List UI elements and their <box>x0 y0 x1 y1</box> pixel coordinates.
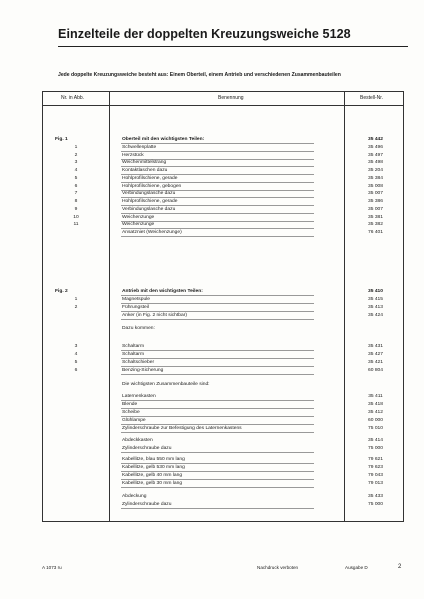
row-name: Abdeckkasten <box>122 438 153 443</box>
row-number: 11 <box>73 222 79 227</box>
row-name: Zylinderschraube zur Befestigung des Laternenkastens <box>122 426 242 431</box>
row-order-number: 35 413 <box>368 305 383 310</box>
row-name: Hohlprofilschiene, gebogen <box>122 184 182 189</box>
row-underline <box>121 319 314 320</box>
table-row <box>43 480 403 487</box>
row-order-number: 60 000 <box>368 418 383 423</box>
table-row <box>43 393 403 400</box>
row-name: Verbindungslasche dazu <box>122 207 176 212</box>
row-number: 2 <box>74 305 78 310</box>
table-row <box>43 167 403 174</box>
row-number: 8 <box>74 199 78 204</box>
row-name: Hohlprofilschiene, gerade <box>122 199 178 204</box>
row-name: Antrieb mit den wichtigsten Teilen: <box>122 289 203 294</box>
row-name: Hohlprofilschiene, gerade <box>122 176 178 181</box>
row-name: Laternenkasten <box>122 394 156 399</box>
table-row <box>43 229 403 236</box>
row-order-number: 79 621 <box>368 457 383 462</box>
table-row <box>43 367 403 374</box>
row-number: 2 <box>74 153 78 158</box>
row-underline <box>121 487 314 488</box>
row-number: Fig. 1 <box>55 137 68 142</box>
row-name: Schwellenplatte <box>122 145 157 150</box>
row-order-number: 35 421 <box>368 360 383 365</box>
row-order-number: 35 427 <box>368 352 383 357</box>
table-row <box>43 312 403 319</box>
row-order-number: 79 623 <box>368 465 383 470</box>
row-order-number: 35 414 <box>368 438 383 443</box>
table-row <box>43 152 403 159</box>
footer-edition: Ausgabe D <box>345 565 368 570</box>
parts-table <box>42 91 404 522</box>
table-row <box>43 445 403 452</box>
table-row <box>43 381 403 388</box>
row-order-number: 35 412 <box>368 410 383 415</box>
row-order-number: 35 418 <box>368 402 383 407</box>
table-row <box>43 409 403 416</box>
row-number: 4 <box>74 352 78 357</box>
row-underline <box>121 508 314 509</box>
row-order-number: 35 424 <box>368 313 383 318</box>
row-name: Schaltarm <box>122 352 145 357</box>
row-name: Scheibe <box>122 410 140 415</box>
table-row <box>43 136 403 143</box>
header-name: Benennung <box>218 95 244 101</box>
row-number: 9 <box>74 207 78 212</box>
row-name: Oberteil mit den wichtigsten Teilen: <box>122 137 205 142</box>
row-name: Weichenmittelstrang <box>122 160 167 165</box>
row-name: Weichenzunge <box>122 222 155 227</box>
row-order-number: 35 415 <box>368 297 383 302</box>
page-title: Einzelteile der doppelten Kreuzungsweiche 5128 <box>58 27 351 41</box>
table-row <box>43 493 403 500</box>
table-row <box>43 417 403 424</box>
row-order-number: 76 401 <box>368 230 383 235</box>
table-row <box>43 304 403 311</box>
row-number: 1 <box>74 145 78 150</box>
row-order-number: 35 496 <box>368 145 383 150</box>
row-number: 3 <box>74 344 78 349</box>
row-order-number: 35 410 <box>368 289 383 294</box>
table-row <box>43 190 403 197</box>
row-name: Kabellitze, gelb 530 mm lang <box>122 465 185 470</box>
row-order-number: 35 497 <box>368 153 383 158</box>
row-number: 10 <box>73 215 79 220</box>
row-underline <box>121 374 314 375</box>
table-row <box>43 425 403 432</box>
table-row <box>43 288 403 295</box>
row-number: 1 <box>74 297 78 302</box>
row-name: Kontaktlaschen dazu <box>122 168 168 173</box>
row-order-number: 35 386 <box>368 199 383 204</box>
row-order-number: 35 498 <box>368 160 383 165</box>
row-name: Schaltschieber <box>122 360 155 365</box>
row-name: Dazu kommen: <box>122 326 155 331</box>
row-number: 4 <box>74 168 78 173</box>
row-underline <box>121 452 314 453</box>
table-row <box>43 206 403 213</box>
footer-notice: Nachdruck verboten <box>257 565 299 570</box>
table-row <box>43 296 403 303</box>
row-number: 6 <box>74 368 78 373</box>
row-order-number: 35 007 <box>368 191 383 196</box>
row-name: Zylinderschraube dazu <box>122 446 172 451</box>
row-underline <box>121 236 314 237</box>
row-number: 3 <box>74 160 78 165</box>
row-order-number: 79 013 <box>368 481 383 486</box>
table-row <box>43 437 403 444</box>
row-name: Kabellitze, gelb 30 mm lang <box>122 481 183 486</box>
row-name: Kabellitze, gelb 40 mm lang <box>122 473 183 478</box>
table-row <box>43 144 403 151</box>
row-order-number: 35 384 <box>368 176 383 181</box>
row-order-number: 60 804 <box>368 368 383 373</box>
footer-code: A 1073 ru <box>42 565 62 570</box>
row-name: Abdeckung <box>122 494 147 499</box>
row-order-number: 75 000 <box>368 502 383 507</box>
row-order-number: 35 442 <box>368 137 383 142</box>
row-name: Weichenzunge <box>122 215 155 220</box>
row-underline <box>121 432 314 433</box>
row-number: 5 <box>74 176 78 181</box>
table-row <box>43 159 403 166</box>
row-name: Anker (in Fig. 2 nicht sichtbar) <box>122 313 187 318</box>
row-number: 5 <box>74 360 78 365</box>
row-name: Herzstück <box>122 153 144 158</box>
table-row <box>43 359 403 366</box>
row-order-number: 35 204 <box>368 168 383 173</box>
header-nr: Nr. in Abb. <box>61 95 85 101</box>
table-row <box>43 214 403 221</box>
row-order-number: 35 411 <box>368 394 383 399</box>
table-row <box>43 464 403 471</box>
row-name: Die wichtigsten Zusammenbauteile sind: <box>122 382 210 387</box>
table-row <box>43 351 403 358</box>
row-name: Schaltarm <box>122 344 145 349</box>
table-row <box>43 401 403 408</box>
table-row <box>43 325 403 332</box>
table-row <box>43 472 403 479</box>
row-name: Verbindungslasche dazu <box>122 191 176 196</box>
row-order-number: 35 382 <box>368 222 383 227</box>
table-row <box>43 175 403 182</box>
row-name: Magnetspule <box>122 297 151 302</box>
row-order-number: 75 000 <box>368 446 383 451</box>
table-rows <box>43 92 403 521</box>
row-order-number: 35 431 <box>368 344 383 349</box>
row-name: Führungsteil <box>122 305 149 310</box>
table-row <box>43 198 403 205</box>
row-name: Blende <box>122 402 138 407</box>
row-order-number: 79 043 <box>368 473 383 478</box>
title-rule <box>58 46 408 47</box>
header-order: Bestell-Nr. <box>360 95 384 101</box>
table-row <box>43 183 403 190</box>
row-name: Ansatzniet (Weichenzunge) <box>122 230 182 235</box>
table-row <box>43 456 403 463</box>
row-name: Kabellitze, blau 550 mm lang <box>122 457 185 462</box>
row-order-number: 35 433 <box>368 494 383 499</box>
row-order-number: 35 007 <box>368 207 383 212</box>
row-name: Glühlampe <box>122 418 146 423</box>
row-order-number: 75 010 <box>368 426 383 431</box>
row-order-number: 35 381 <box>368 215 383 220</box>
table-row <box>43 221 403 228</box>
table-row <box>43 343 403 350</box>
row-name: Benzing-Sicherung <box>122 368 164 373</box>
row-order-number: 35 008 <box>368 184 383 189</box>
row-number: 7 <box>74 191 78 196</box>
page-number: 2 <box>398 564 402 570</box>
intro-text: Jede doppelte Kreuzungsweiche besteht aus: Einem Oberteil, einem Antrieb und verschiedenen Zusammenbauteilen <box>58 72 341 78</box>
table-row <box>43 501 403 508</box>
row-number: 6 <box>74 184 78 189</box>
row-name: Zylinderschraube dazu <box>122 502 172 507</box>
row-number: Fig. 2 <box>55 289 68 294</box>
